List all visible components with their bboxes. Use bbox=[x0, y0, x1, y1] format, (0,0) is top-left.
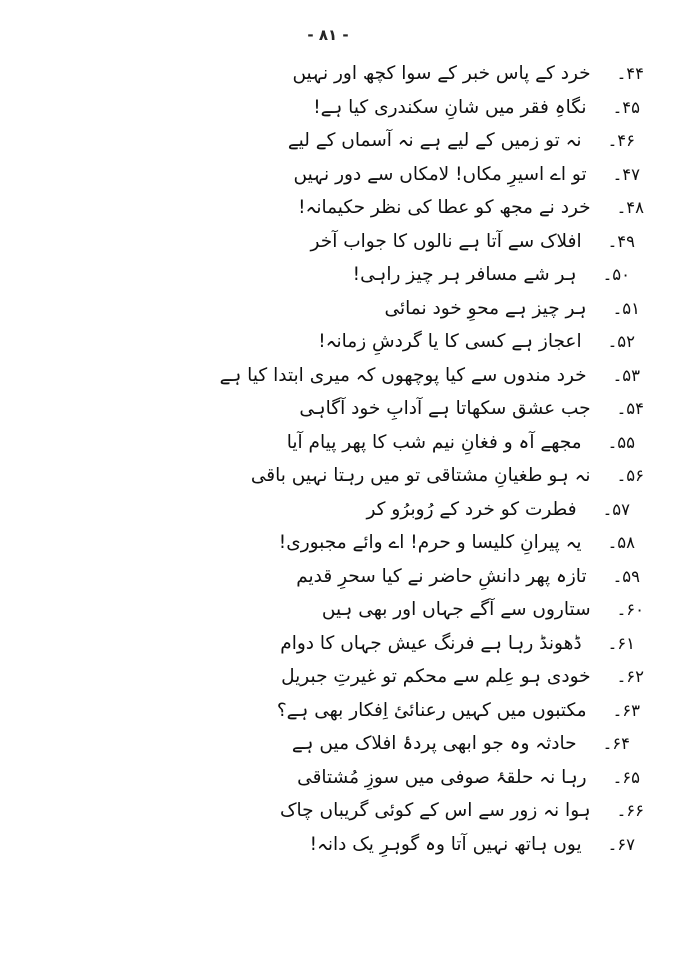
verse-row bbox=[36, 225, 635, 259]
verse-number: ۵۵۔ bbox=[607, 432, 635, 452]
verse-number: ۵۴۔ bbox=[616, 399, 644, 419]
verse-row bbox=[36, 191, 644, 225]
verse-row bbox=[36, 459, 644, 493]
verse-text: تو اے اسیرِ مکاں! لامکاں سے دور نہیں bbox=[293, 163, 587, 185]
verse-text: تازہ پھر دانشِ حاضر نے کیا سحرِ قدیم bbox=[296, 565, 587, 587]
verse-text: اعجاز ہے کسی کا یا گردشِ زمانہ! bbox=[318, 331, 582, 353]
verse-row bbox=[36, 91, 640, 125]
verse-text: خودی ہو عِلم سے محکم تو غیرتِ جبریل bbox=[281, 666, 591, 688]
verse-number: ۶۶۔ bbox=[616, 801, 644, 821]
verse-row bbox=[36, 660, 644, 694]
verse-number: ۶۵۔ bbox=[612, 767, 640, 787]
verse-row bbox=[36, 761, 640, 795]
verse-text: مجھے آہ و فغانِ نیم شب کا پھر پیام آیا bbox=[286, 431, 582, 453]
verse-row bbox=[36, 325, 635, 359]
verse-number: ۴۵۔ bbox=[612, 97, 640, 117]
verse-number: ۴۴۔ bbox=[616, 64, 644, 84]
page-number: - ۸۱ - bbox=[307, 26, 349, 44]
verse-number: ۵۶۔ bbox=[616, 466, 644, 486]
verse-row bbox=[36, 426, 635, 460]
verse-row bbox=[36, 124, 635, 158]
verse-index-list bbox=[36, 57, 644, 861]
verse-number: ۵۹۔ bbox=[612, 566, 640, 586]
verse-row bbox=[36, 560, 640, 594]
verse-row bbox=[36, 392, 644, 426]
verse-row bbox=[36, 727, 630, 761]
verse-number: ۵۲۔ bbox=[607, 332, 635, 352]
verse-number: ۵۸۔ bbox=[607, 533, 635, 553]
verse-text: جب عشق سکھاتا ہے آدابِ خود آگاہی bbox=[299, 398, 591, 420]
verse-number: ۴۹۔ bbox=[607, 231, 635, 251]
verse-number: ۵۰۔ bbox=[602, 265, 630, 285]
verse-text: ہر چیز ہے محوِ خود نمائی bbox=[384, 297, 587, 319]
verse-row bbox=[36, 828, 635, 862]
verse-row bbox=[36, 627, 635, 661]
verse-number: ۵۳۔ bbox=[612, 365, 640, 385]
verse-row bbox=[36, 794, 644, 828]
verse-text: یہ پیرانِ کلیسا و حرم! اے وائے مجبوری! bbox=[278, 532, 582, 554]
verse-row bbox=[36, 526, 635, 560]
verse-number: ۴۷۔ bbox=[612, 164, 640, 184]
verse-text: افلاک سے آتا ہے نالوں کا جواب آخر bbox=[310, 230, 582, 252]
page-header bbox=[0, 0, 700, 44]
verse-row bbox=[36, 158, 640, 192]
verse-number: ۴۸۔ bbox=[616, 198, 644, 218]
verse-text: نہ تو زمیں کے لیے ہے نہ آسماں کے لیے bbox=[287, 130, 582, 152]
verse-number: ۶۱۔ bbox=[607, 633, 635, 653]
verse-text: مکتبوں میں کہیں رعنائیٔ اِفکار بھی ہے؟ bbox=[276, 699, 587, 721]
verse-text: ڈھونڈ رہا ہے فرنگ عیش جہاں کا دوام bbox=[280, 632, 582, 654]
verse-text: خرد مندوں سے کیا پوچھوں کہ میری ابتدا کیا ہے bbox=[219, 364, 587, 386]
verse-row bbox=[36, 258, 630, 292]
verse-text: ہر شے مسافر ہر چیز راہی! bbox=[352, 264, 577, 286]
verse-row bbox=[36, 57, 644, 91]
verse-row bbox=[36, 593, 644, 627]
verse-text: حادثہ وہ جو ابھی پردۂ افلاک میں ہے bbox=[291, 733, 577, 755]
verse-row bbox=[36, 493, 630, 527]
verse-text: فطرت کو خرد کے رُوبرُو کر bbox=[366, 498, 577, 520]
verse-number: ۶۴۔ bbox=[602, 734, 630, 754]
verse-number: ۵۱۔ bbox=[612, 298, 640, 318]
verse-number: ۶۰۔ bbox=[616, 600, 644, 620]
verse-text: یوں ہاتھ نہیں آتا وہ گوہرِ یک دانہ! bbox=[309, 833, 582, 855]
verse-text: رہا نہ حلقۂ صوفی میں سوزِ مُشتاقی bbox=[297, 766, 587, 788]
verse-number: ۵۷۔ bbox=[602, 499, 630, 519]
verse-row bbox=[36, 359, 640, 393]
verse-number: ۶۷۔ bbox=[607, 834, 635, 854]
verse-number: ۶۳۔ bbox=[612, 700, 640, 720]
verse-text: ستاروں سے آگے جہاں اور بھی ہیں bbox=[321, 599, 591, 621]
verse-row bbox=[36, 694, 640, 728]
verse-text: خرد کے پاس خبر کے سوا کچھ اور نہیں bbox=[292, 63, 591, 85]
verse-text: نگاہِ فقر میں شانِ سکندری کیا ہے! bbox=[313, 96, 587, 118]
verse-text: ہوا نہ زور سے اس کے کوئی گریباں چاک bbox=[279, 800, 591, 822]
verse-row bbox=[36, 292, 640, 326]
verse-text: نہ ہو طغیانِ مشتاقی تو میں رہتا نہیں باقی bbox=[250, 465, 591, 487]
verse-text: خرد نے مجھ کو عطا کی نظر حکیمانہ! bbox=[298, 197, 591, 219]
verse-number: ۶۲۔ bbox=[616, 667, 644, 687]
verse-number: ۴۶۔ bbox=[607, 131, 635, 151]
